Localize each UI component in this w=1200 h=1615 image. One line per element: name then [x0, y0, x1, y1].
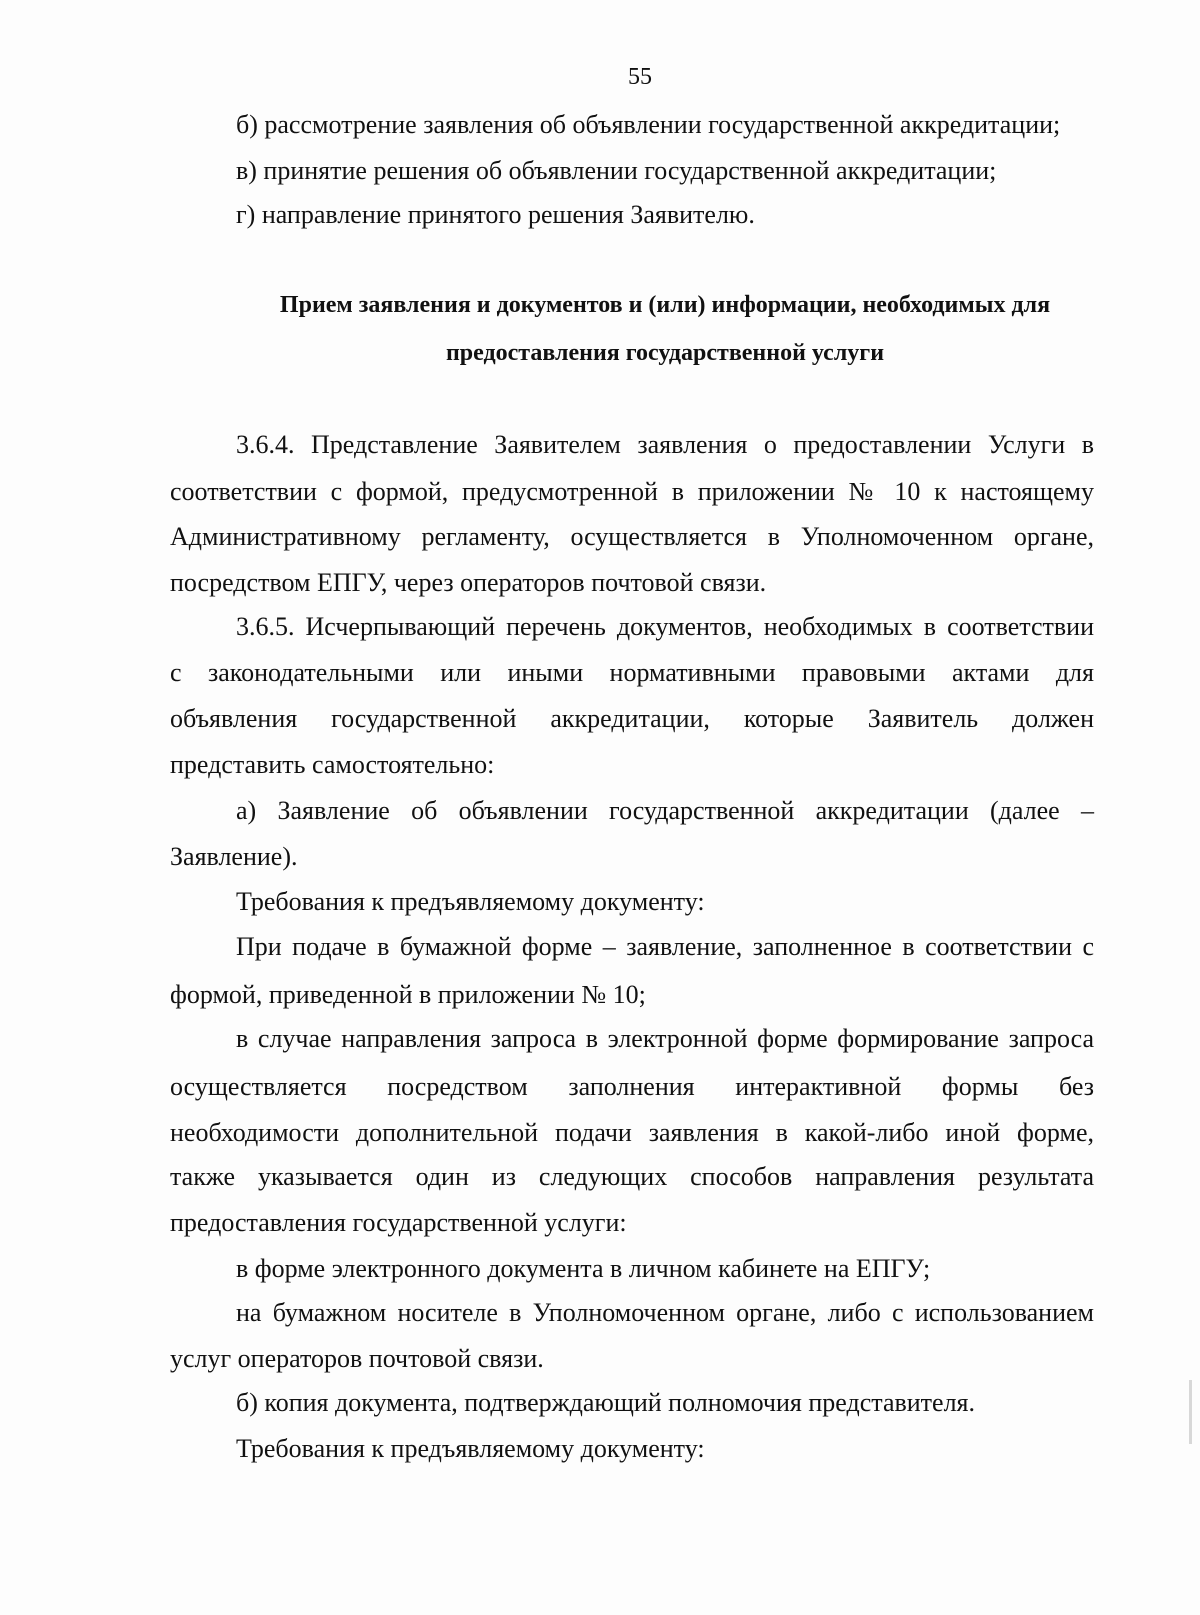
- item-a-line-2: Заявление).: [170, 842, 298, 871]
- scan-edge-mark: [1189, 1380, 1192, 1444]
- requirements-heading-2: Требования к предъявляемому документу:: [236, 1434, 705, 1463]
- electronic-form-line-2: осуществляется посредством заполнения интерактивной формы без: [170, 1072, 1094, 1101]
- list-item-v: в) принятие решения об объявлении государственной аккредитации;: [236, 156, 997, 185]
- personal-cabinet-option: в форме электронного документа в личном кабинете на ЕПГУ;: [236, 1254, 931, 1283]
- item-a-line-1: а) Заявление об объявлении государственной аккредитации (далее –: [236, 796, 1094, 825]
- paragraph-3-6-4-line-4: посредством ЕПГУ, через операторов почтовой связи.: [170, 568, 767, 597]
- list-item-g: г) направление принятого решения Заявителю.: [236, 200, 755, 229]
- paragraph-3-6-4-line-1: 3.6.4. Представление Заявителем заявления о предоставлении Услуги в: [236, 430, 1094, 459]
- electronic-form-line-3: необходимости дополнительной подачи заявления в какой-либо иной форме,: [170, 1118, 1094, 1147]
- requirements-heading-1: Требования к предъявляемому документу:: [236, 887, 705, 916]
- paragraph-3-6-5-line-3: объявления государственной аккредитации, которые Заявитель должен: [170, 704, 1094, 733]
- page-number: 55: [628, 64, 652, 90]
- section-heading-line-1: Прием заявления и документов и (или) информации, необходимых для: [279, 292, 1051, 318]
- paragraph-3-6-5-line-2: с законодательными или иными нормативными правовыми актами для: [170, 658, 1094, 687]
- paper-form-line-1: При подаче в бумажной форме – заявление, заполненное в соответствии с: [236, 932, 1094, 961]
- paragraph-3-6-5-line-1: 3.6.5. Исчерпывающий перечень документов, необходимых в соответствии: [236, 612, 1094, 641]
- paper-carrier-line-1: на бумажном носителе в Уполномоченном органе, либо с использованием: [236, 1298, 1094, 1327]
- electronic-form-line-5: предоставления государственной услуги:: [170, 1208, 627, 1237]
- paper-carrier-line-2: услуг операторов почтовой связи.: [170, 1344, 544, 1373]
- paragraph-3-6-4-line-3: Административному регламенту, осуществляется в Уполномоченном органе,: [170, 522, 1094, 551]
- paragraph-3-6-4-line-2: соответствии с формой, предусмотренной в приложении № 10 к настоящему: [170, 477, 1094, 506]
- paragraph-3-6-5-line-4: представить самостоятельно:: [170, 750, 495, 779]
- list-item-b: б) рассмотрение заявления об объявлении государственной аккредитации;: [236, 110, 1061, 139]
- electronic-form-line-1: в случае направления запроса в электронной форме формирование запроса: [236, 1024, 1094, 1053]
- section-heading-line-2: предоставления государственной услуги: [445, 340, 885, 366]
- item-b-copy-document: б) копия документа, подтверждающий полномочия представителя.: [236, 1388, 976, 1417]
- paper-form-line-2: формой, приведенной в приложении № 10;: [170, 980, 646, 1009]
- electronic-form-line-4: также указывается один из следующих способов направления результата: [170, 1162, 1094, 1191]
